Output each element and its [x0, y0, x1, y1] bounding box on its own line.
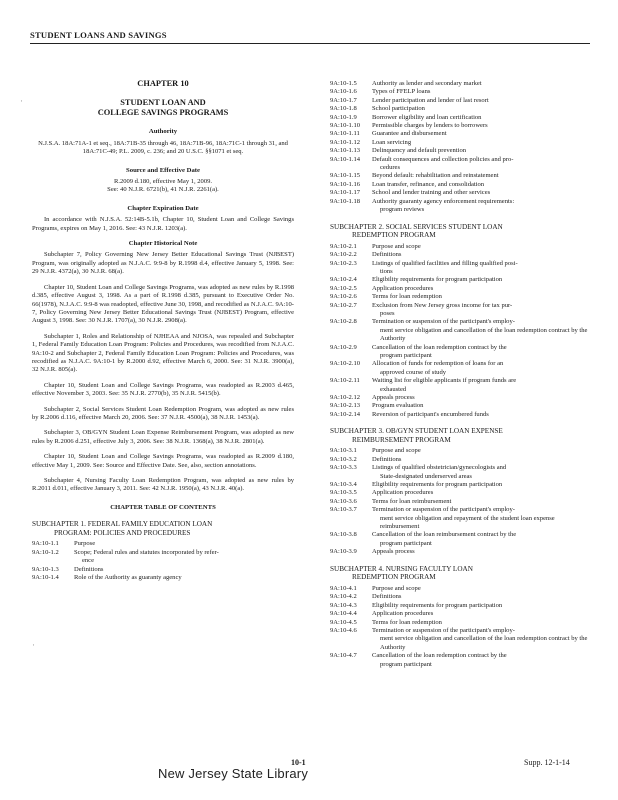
toc-entry	[330, 172, 592, 180]
running-head: STUDENT LOANS AND SAVINGS	[30, 30, 590, 44]
toc-entry-title: Scope; Federal rules and statutes incorporated by refer- ence	[74, 549, 294, 566]
toc-entry-title: Terms for loan redemption	[372, 618, 442, 626]
toc-entry-title: Application procedures	[372, 284, 434, 292]
toc-entry	[330, 360, 592, 377]
toc-entry	[330, 285, 592, 293]
toc-entry	[330, 506, 592, 531]
toc-entry-number: 9A:10-2.4	[330, 276, 357, 284]
toc-entry-number: 9A:10-3.7	[330, 506, 357, 514]
toc-entry-title: Appeals process	[372, 394, 415, 401]
toc-entry-title-continued: tions	[380, 267, 393, 275]
library-watermark: New Jersey State Library	[158, 766, 309, 781]
toc-entry-number: 9A:10-2.5	[330, 284, 357, 292]
toc-entry-title: Guarantee and disbursement	[372, 130, 447, 138]
toc-entry	[330, 293, 592, 301]
toc-entry-title: Terms for loan redemption	[372, 293, 442, 301]
chapter-title-line-2: COLLEGE SAVINGS PROGRAMS	[97, 108, 229, 118]
toc-entry-title-continued: poses	[380, 309, 395, 317]
toc-entry-title: Application procedures	[372, 489, 434, 497]
toc-entry	[330, 602, 592, 610]
toc-entry-title: Termination or suspension of the participant's employ- ment service obligation and repayment of the student loan expense reimbursement	[372, 506, 592, 531]
toc-entry	[330, 251, 592, 259]
toc-entry-title: Terms for loan reimbursement	[372, 497, 452, 505]
authority-heading: Authority	[148, 128, 178, 136]
toc-entry-number: 9A:10-4.4	[330, 610, 357, 618]
toc-entry-title: Termination or suspension of the participant's employ- ment service obligation and cancellation of the loan redemption contract by the Authority	[372, 318, 592, 343]
toc-entry	[32, 574, 294, 582]
toc-entry	[330, 80, 592, 88]
toc-entry	[32, 566, 294, 574]
toc-entry	[330, 189, 592, 197]
toc-entry-number: 9A:10-4.6	[330, 626, 357, 634]
left-column	[32, 58, 294, 582]
toc-entry-title-continued: cedures	[380, 164, 400, 172]
toc-entry	[330, 97, 592, 105]
toc-entry-number: 9A:10-4.5	[330, 618, 357, 626]
historical-note-heading: Chapter Historical Note	[128, 240, 198, 248]
toc-entry-title: Allocation of funds for redemption of loans for an approved course of study	[372, 360, 592, 377]
toc-entry	[330, 156, 592, 173]
toc-entry-title: Reversion of participant's encumbered funds	[372, 410, 489, 418]
toc-entry	[330, 402, 592, 410]
toc-entry-title: Cancellation of the loan redemption contract by the program participant	[372, 344, 592, 361]
toc-entry	[330, 243, 592, 251]
toc-entry-title: Program evaluation	[372, 402, 424, 410]
toc-entry-number: 9A:10-2.13	[330, 402, 361, 410]
toc-entry-title-continued: program participant	[380, 660, 432, 668]
toc-entry-number: 9A:10-2.10	[330, 360, 361, 368]
subchapter-3-list	[330, 447, 592, 556]
toc-entry-number: 9A:10-2.12	[330, 394, 361, 401]
toc-entry	[330, 481, 592, 489]
toc-entry-number: 9A:10-2.8	[330, 318, 357, 326]
authority-text: N.J.S.A. 18A:71A-1 et seq., 18A:71B-35 through 46, 18A:71B-96, 18A:71C-1 through 31, and 18A:71C-49; P.L. 2009, c. 236; and 20 U.S.C. §§1071 et seq.	[38, 139, 288, 156]
historical-paragraph: Subchapter 4, Nursing Faculty Loan Redemption Program, was adopted as new rules by R.2011 d.011, effective January 3, 2011. See: 42 N.J.R. 1950(a), 43 N.J.R. 40(a).	[32, 477, 294, 493]
toc-entry-number: 9A:10-1.14	[330, 155, 361, 163]
source-line-1: R.2009 d.180, effective May 1, 2009.	[113, 178, 213, 186]
toc-entry	[330, 652, 592, 669]
toc-entry-number: 9A:10-1.13	[330, 147, 361, 155]
toc-entry-title: Definitions	[372, 251, 402, 259]
toc-entry-title-continued: exhausted	[380, 385, 407, 393]
toc-entry-title: School and lender training and other services	[372, 189, 491, 197]
historical-paragraph: Chapter 10, Student Loan and College Savings Programs, was readopted as R.2003 d.465, effective November 3, 2003. See: 35 N.J.R. 2770(b), 35 N.J.R. 5415(b).	[32, 381, 294, 398]
toc-entry-title: Listings of qualified facilities and filling qualified posi- tions	[372, 260, 592, 277]
toc-entry-title-continued: program participant	[380, 351, 432, 359]
toc-entry	[330, 139, 592, 147]
toc-entry-title: Purpose and scope	[372, 584, 421, 592]
toc-entry	[330, 394, 592, 402]
toc-entry	[330, 105, 592, 113]
right-column	[330, 80, 592, 669]
toc-entry	[330, 260, 592, 277]
expiration-text: In accordance with N.J.S.A. 52:14B-5.1b, Chapter 10, Student Loan and College Savings Programs, expires on May 1, 2016. See: 43 N.J.R. 1203(a).	[32, 216, 294, 232]
toc-entry-number: 9A:10-2.9	[330, 343, 357, 351]
toc-entry-number: 9A:10-1.1	[32, 540, 59, 548]
chapter-number: CHAPTER 10	[137, 79, 189, 88]
toc-entry	[330, 302, 592, 319]
toc-entry-number: 9A:10-1.16	[330, 180, 361, 188]
subchapter-1-heading: SUBCHAPTER 1. FEDERAL FAMILY EDUCATION LOAN PROGRAM: POLICIES AND PROCEDURES	[32, 520, 213, 537]
expiration-heading: Chapter Expiration Date	[127, 204, 199, 212]
toc-entry-title: Waiting list for eligible applicants if program funds are exhausted	[372, 377, 592, 394]
toc-entry-title: Definitions	[372, 593, 402, 601]
toc-entry-number: 9A:10-4.2	[330, 593, 357, 601]
toc-entry	[330, 147, 592, 155]
toc-entry	[330, 585, 592, 593]
toc-entry	[32, 549, 294, 566]
toc-entry-number: 9A:10-1.8	[330, 105, 357, 113]
toc-entry-number: 9A:10-1.6	[330, 88, 357, 96]
toc-entry-title: Beyond default: rehabilitation and reinstatement	[372, 172, 499, 180]
toc-entry-title: Eligibility requirements for program participation	[372, 601, 503, 609]
toc-entry	[330, 114, 592, 122]
toc-entry-number: 9A:10-3.9	[330, 548, 357, 556]
toc-entry	[330, 456, 592, 464]
toc-entry-number: 9A:10-1.9	[330, 113, 357, 121]
toc-entry-number: 9A:10-1.11	[330, 130, 360, 138]
toc-entry-number: 9A:10-2.2	[330, 251, 357, 259]
toc-entry-number: 9A:10-4.7	[330, 652, 357, 660]
toc-entry-number: 9A:10-3.1	[330, 447, 357, 455]
toc-entry-number: 9A:10-2.14	[330, 410, 361, 418]
toc-entry-number: 9A:10-2.11	[330, 377, 360, 385]
toc-entry	[330, 489, 592, 497]
toc-entry	[330, 122, 592, 130]
historical-paragraph: Chapter 10, Student Loan and College Savings Programs, was readopted as R.2009 d.180, effective May 1, 2009. See: Source and Effective Date. See, also, section annotations.	[32, 453, 294, 469]
toc-entry-number: 9A:10-1.10	[330, 122, 361, 130]
toc-entry-title-continued: approved course of study	[380, 368, 446, 376]
toc-entry-number: 9A:10-1.2	[32, 548, 59, 556]
toc-entry	[330, 464, 592, 481]
toc-entry-number: 9A:10-1.3	[32, 565, 59, 573]
toc-entry-title: Purpose and scope	[372, 242, 421, 250]
toc-entry	[330, 610, 592, 618]
toc-entry-title: School participation	[372, 105, 425, 113]
toc-entry-title: Definitions	[372, 455, 402, 463]
toc-entry	[330, 344, 592, 361]
historical-paragraph: Subchapter 3, OB/GYN Student Loan Expense Reimbursement Program, was adopted as new rules by R.2006 d.251, effective July 3, 2006. See: 38 N.J.R. 1368(a), 38 N.J.R. 2801(a).	[32, 429, 294, 445]
toc-entry-title: Exclusion from New Jersey gross income for tax pur- poses	[372, 302, 592, 319]
toc-entry-title: Loan transfer, refinance, and consolidation	[372, 180, 485, 188]
source-heading: Source and Effective Date	[126, 166, 200, 174]
chapter-title	[32, 98, 294, 118]
toc-entry-number: 9A:10-2.3	[330, 259, 357, 267]
toc-entry-title: Eligibility requirements for program participation	[372, 276, 503, 284]
supplement-date: Supp. 12-1-14	[524, 758, 570, 767]
toc-entry-number: 9A:10-3.6	[330, 497, 357, 505]
toc-entry-title: Cancellation of the loan redemption contract by the program participant	[372, 652, 592, 669]
historical-paragraph: Subchapter 1, Roles and Relationship of NJHEAA and NJOSA, was repealed and Subchapter 1, Federal Family Education Loan Program: Policies and Procedures, was recodified from N.J.A.C. 9A:10-2 and Subchapter 2, Federal Family Education Loan Program: Policies and Procedures, was recodified as N.J.A.C. 9A:10-1 by R.2000 d.92, effective March 6, 2000. See: 31 N.J.R. 3900(a), 32 N.J.R. 805(a).	[32, 332, 294, 374]
toc-entry-title: Cancellation of the loan reimbursement contract by the program participant	[372, 531, 592, 548]
toc-entry-title: Types of FFELP loans	[372, 88, 431, 96]
toc-entry-number: 9A:10-2.1	[330, 242, 357, 250]
subchapter-2-list	[330, 243, 592, 420]
chapter-title-line-1: STUDENT LOAN AND	[120, 98, 206, 108]
toc-entry	[32, 540, 294, 548]
subchapter-4-list	[330, 585, 592, 669]
toc-entry-title: Default consequences and collection policies and pro- cedures	[372, 156, 592, 173]
toc-entry-title-continued: program reviews	[380, 206, 425, 214]
toc-entry-title: Delinquency and default prevention	[372, 147, 466, 155]
toc-entry-number: 9A:10-1.17	[330, 189, 361, 197]
toc-entry	[330, 276, 592, 284]
toc-entry-number: 9A:10-3.3	[330, 464, 357, 472]
toc-entry-title: Authority guaranty agency enforcement requirements: program reviews	[372, 198, 592, 215]
toc-entry-title: Termination or suspension of the participant's employ- ment service obligation and cancellation of the loan redemption contract by the Authority	[372, 627, 592, 652]
toc-entry	[330, 548, 592, 556]
toc-entry-title: Loan servicing	[372, 138, 412, 146]
margin-mark: ·	[20, 96, 23, 106]
toc-entry-title: Permissible charges by lenders to borrowers	[372, 122, 488, 130]
toc-entry	[330, 130, 592, 138]
historical-paragraph: Chapter 10, Student Loan and College Savings Programs, was adopted as new rules by R.1998 d.385, effective August 3, 1998. As a part of R.1998 d.385, pursuant to Executive Order No. 66(1978), N.J.A.C. 9:9-8 was readopted, effective June 30, 1998, and recodified as N.J.A.C. 9A:10-7, Policy Governing New Jersey Better Educational Savings Trust (NJBEST) Program, effective August 3, 1998. See: 30 N.J.R. 1707(a), 30 N.J.R. 2908(a).	[32, 283, 294, 325]
source-line-2: See: 40 N.J.R. 6721(b), 41 N.J.R. 2261(a).	[107, 186, 219, 194]
historical-note	[32, 251, 294, 493]
margin-mark: ·	[32, 640, 35, 650]
toc-entry	[330, 377, 592, 394]
toc-entry-number: 9A:10-3.2	[330, 455, 357, 463]
toc-entry	[330, 498, 592, 506]
subchapter-4-heading: SUBCHAPTER 4. NURSING FACULTY LOAN REDEMPTION PROGRAM	[330, 564, 473, 582]
toc-entry	[330, 198, 592, 215]
toc-entry-number: 9A:10-1.18	[330, 197, 361, 205]
toc-heading: CHAPTER TABLE OF CONTENTS	[110, 503, 216, 511]
toc-entry-title: Application procedures	[372, 610, 434, 618]
toc-entry-number: 9A:10-3.5	[330, 489, 357, 497]
toc-entry-number: 9A:10-4.3	[330, 601, 357, 609]
toc-entry-title: Borrower eligibility and loan certification	[372, 113, 482, 121]
toc-entry	[330, 88, 592, 96]
toc-entry-number: 9A:10-1.4	[32, 574, 59, 582]
toc-entry	[330, 531, 592, 548]
page-number: 10-1	[291, 758, 306, 767]
toc-entry	[330, 593, 592, 601]
toc-entry-title: Purpose and scope	[372, 447, 421, 455]
subchapter-3-heading: SUBCHAPTER 3. OB/GYN STUDENT LOAN EXPENSE REIMBURSEMENT PROGRAM	[330, 427, 503, 444]
toc-entry-title-continued: ment service obligation and cancellation of the loan redemption contract by the Authority	[380, 635, 588, 651]
toc-entry-title-continued: ment service obligation and cancellation of the loan redemption contract by the Authority	[380, 326, 588, 343]
subchapter-2-heading: SUBCHAPTER 2. SOCIAL SERVICES STUDENT LOAN REDEMPTION PROGRAM	[330, 222, 503, 240]
toc-entry	[330, 411, 592, 419]
toc-entry-number: 9A:10-1.5	[330, 80, 357, 87]
toc-entry-number: 9A:10-1.12	[330, 138, 361, 146]
toc-entry-number: 9A:10-1.7	[330, 96, 357, 104]
toc-entry	[330, 619, 592, 627]
toc-entry-title-continued: program participant	[380, 539, 432, 547]
toc-entry-title-continued: State-designated underserved areas	[380, 472, 472, 480]
historical-paragraph: Subchapter 2, Social Services Student Loan Redemption Program, was adopted as new rules by R.2006 d.116, effective March 20, 2006. See: 37 N.J.R. 4500(a), 38 N.J.R. 1453(a).	[32, 405, 294, 421]
toc-entry-title: Purpose	[74, 540, 96, 548]
subchapter-1-list-continued	[330, 80, 592, 215]
toc-entry	[330, 627, 592, 652]
subchapter-1-list	[32, 540, 294, 582]
historical-paragraph: Subchapter 7, Policy Governing New Jersey Better Educational Savings Trust (NJBEST) Program, was originally adopted as N.J.A.C. 9:9-8 by R.1998 d.4, effective January 5, 1998. See: 29 N.J.R. 4372(a), 30 N.J.R. 68(a).	[32, 251, 294, 276]
toc-entry	[330, 318, 592, 343]
toc-entry-number: 9A:10-2.7	[330, 301, 357, 309]
toc-entry-title: Definitions	[74, 565, 104, 573]
toc-entry	[330, 181, 592, 189]
toc-entry-title-continued: ment service obligation and repayment of the student loan expense reimbursement	[380, 514, 555, 531]
toc-entry-title: Lender participation and lender of last resort	[372, 96, 489, 104]
toc-entry-title: Listings of qualified obstetrician/gynecologists and State-designated underserved areas	[372, 464, 592, 481]
toc-entry-title: Appeals process	[372, 548, 415, 556]
toc-entry-title: Eligibility requirements for program participation	[372, 481, 503, 489]
toc-entry	[330, 447, 592, 455]
toc-entry-number: 9A:10-4.1	[330, 584, 357, 592]
toc-entry-number: 9A:10-2.6	[330, 293, 357, 301]
toc-entry-title-continued: ence	[82, 557, 94, 565]
toc-entry-title: Authority as lender and secondary market	[372, 80, 482, 87]
toc-entry-number: 9A:10-3.8	[330, 531, 357, 539]
toc-entry-number: 9A:10-1.15	[330, 172, 361, 180]
toc-entry-number: 9A:10-3.4	[330, 481, 357, 489]
toc-entry-title: Role of the Authority as guaranty agency	[74, 574, 182, 582]
